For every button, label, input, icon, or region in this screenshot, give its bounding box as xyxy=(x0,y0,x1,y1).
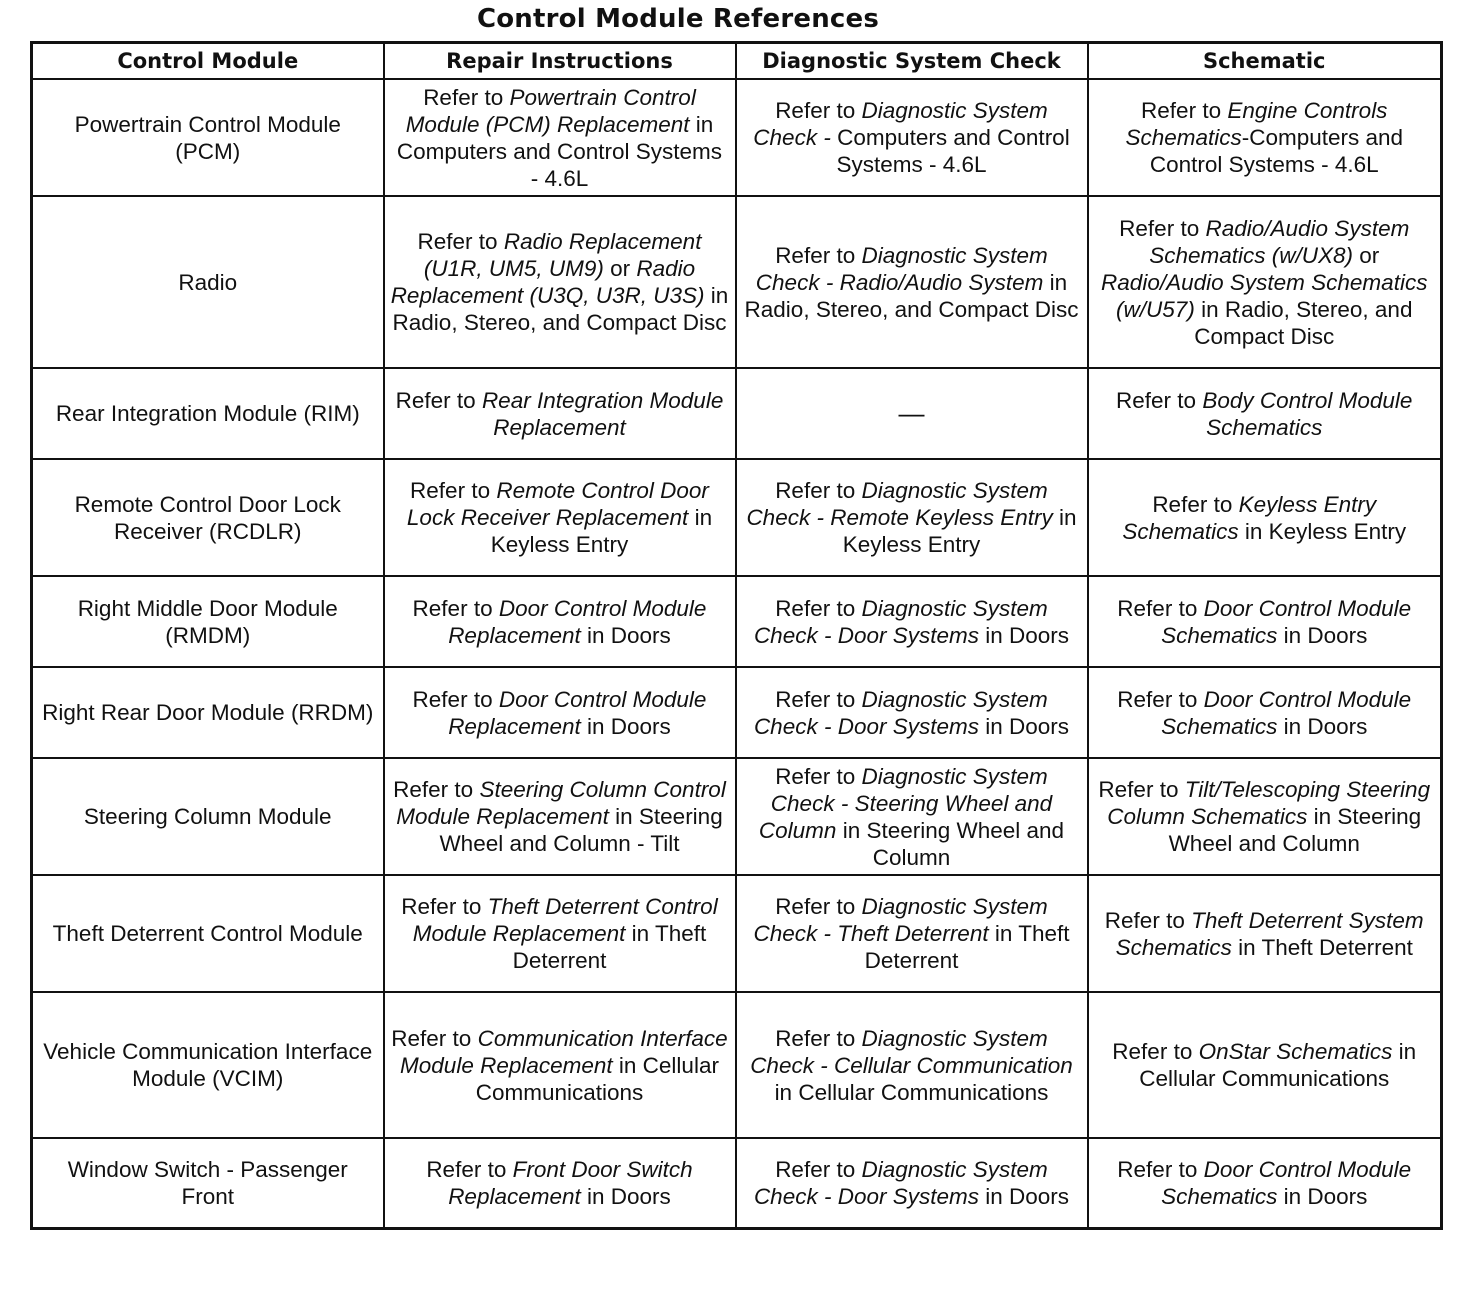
diagnostic-check-cell xyxy=(736,576,1088,667)
reference-text: in Cellular Communications xyxy=(774,1079,1049,1105)
repair-instructions-cell xyxy=(384,459,736,576)
table-row xyxy=(32,992,1442,1138)
control-module-cell: Remote Control Door Lock Receiver (RCDLR) xyxy=(32,459,384,576)
table-row xyxy=(32,196,1442,368)
reference-text: Refer to xyxy=(391,1025,478,1051)
reference-title: Diagnostic System Check - xyxy=(753,98,1048,150)
diagnostic-check-cell xyxy=(736,459,1088,576)
control-module-cell: Right Rear Door Module (RRDM) xyxy=(32,667,384,758)
reference-text: Refer to xyxy=(775,894,862,919)
reference-text: in Radio, Stereo, and Compact Disc xyxy=(1194,296,1413,349)
table-header-row xyxy=(32,43,1442,80)
reference-text: Refer to xyxy=(775,478,862,503)
reference-text: in Doors xyxy=(979,1183,1070,1209)
reference-text: in Doors xyxy=(580,713,671,739)
reference-title: Powertrain Control Module (PCM) Replacement xyxy=(405,84,696,137)
reference-text: in Radio, Stereo, and Compact Disc xyxy=(744,269,1079,322)
diagnostic-check-cell xyxy=(736,758,1088,875)
reference-text: Refer to xyxy=(1117,686,1204,712)
reference-text: Refer to xyxy=(426,1156,513,1182)
reference-title: Theft Deterrent System Schematics xyxy=(1115,907,1424,960)
reference-text: Computers and Control Systems - 4.6L xyxy=(830,125,1070,177)
schematic-cell xyxy=(1088,576,1442,667)
reference-text: in Cellular Communications xyxy=(1139,1039,1417,1091)
diagnostic-check-cell xyxy=(736,992,1088,1138)
control-module-cell: Powertrain Control Module (PCM) xyxy=(32,79,384,196)
reference-text: in Cellular Communications xyxy=(475,1052,719,1105)
reference-text: Refer to xyxy=(412,686,499,712)
reference-text: in Computers and Control Systems - 4.6L xyxy=(396,111,723,191)
reference-text: in Doors xyxy=(1277,1183,1368,1209)
reference-text: in Doors xyxy=(979,622,1070,648)
reference-title: Radio Replacement (U1R, UM5, UM9) xyxy=(423,229,702,281)
reference-title: OnStar Schematics xyxy=(1198,1039,1393,1064)
reference-title: Diagnostic System Check - Cellular Communication xyxy=(750,1025,1073,1078)
table-row xyxy=(32,1138,1442,1228)
repair-instructions-cell xyxy=(384,758,736,875)
repair-instructions-cell xyxy=(384,992,736,1138)
repair-instructions-cell xyxy=(384,196,736,368)
reference-title: Radio/Audio System Schematics (w/UX8) xyxy=(1149,215,1410,268)
reference-title: Steering Column Control Module Replacement xyxy=(396,777,726,829)
reference-title: Diagnostic System Check - Door Systems xyxy=(753,1156,1048,1209)
reference-text: Refer to xyxy=(1141,98,1228,123)
schematic-cell xyxy=(1088,79,1442,196)
table-row xyxy=(32,459,1442,576)
reference-title: Engine Controls Schematics xyxy=(1125,98,1388,150)
reference-title: Diagnostic System Check - Door Systems xyxy=(753,686,1048,739)
reference-title: Communication Interface Module Replacement xyxy=(400,1025,728,1078)
repair-instructions-cell xyxy=(384,368,736,459)
reference-title: Door Control Module Schematics xyxy=(1161,595,1412,648)
reference-text: in Steering Wheel and Column xyxy=(836,817,1065,870)
reference-text: Refer to xyxy=(775,1025,862,1051)
reference-text: — xyxy=(898,397,925,428)
table-row xyxy=(32,667,1442,758)
reference-text: in Doors xyxy=(1277,622,1368,648)
table-row xyxy=(32,875,1442,992)
schematic-cell xyxy=(1088,758,1442,875)
schematic-cell xyxy=(1088,1138,1442,1228)
table-row xyxy=(32,368,1442,459)
reference-text: Refer to xyxy=(1119,215,1206,241)
header-repair-instructions: Repair Instructions xyxy=(384,43,736,80)
reference-text: in Theft Deterrent xyxy=(1231,934,1413,960)
reference-text: Refer to xyxy=(775,595,862,621)
reference-text: Refer to xyxy=(775,98,862,123)
reference-text: Refer to xyxy=(1117,1156,1204,1182)
reference-text: in Doors xyxy=(979,713,1070,739)
reference-title: Door Control Module Replacement xyxy=(448,595,707,648)
control-module-cell: Vehicle Communication Interface Module (VCIM) xyxy=(32,992,384,1138)
reference-text: Refer to xyxy=(410,478,497,503)
reference-text: in Radio, Stereo, and Compact Disc xyxy=(392,283,729,335)
reference-text: Refer to xyxy=(1116,387,1203,413)
reference-title: Diagnostic System Check - Theft Deterrent xyxy=(753,894,1048,946)
reference-title: Keyless Entry Schematics xyxy=(1122,491,1377,544)
reference-title: Diagnostic System Check - Door Systems xyxy=(753,595,1048,648)
reference-text: Refer to xyxy=(395,387,482,413)
diagnostic-check-cell xyxy=(736,368,1088,459)
control-module-cell: Radio xyxy=(32,196,384,368)
header-control-module: Control Module xyxy=(32,43,384,80)
reference-text: Refer to xyxy=(1117,595,1204,621)
reference-title: Body Control Module Schematics xyxy=(1202,387,1413,440)
reference-text: Refer to xyxy=(417,229,504,254)
control-module-cell: Right Middle Door Module (RMDM) xyxy=(32,576,384,667)
reference-text: Refer to xyxy=(1098,777,1185,802)
table-row xyxy=(32,576,1442,667)
reference-title: Door Control Module Schematics xyxy=(1161,1156,1412,1209)
reference-title: Door Control Module Replacement xyxy=(448,686,707,739)
control-module-cell: Theft Deterrent Control Module xyxy=(32,875,384,992)
reference-text: Refer to xyxy=(1112,1039,1199,1064)
schematic-cell xyxy=(1088,196,1442,368)
reference-title: Theft Deterrent Control Module Replacement xyxy=(412,894,718,946)
control-module-table xyxy=(30,41,1443,1230)
reference-text: in Keyless Entry xyxy=(842,505,1077,557)
reference-text: Refer to xyxy=(1152,491,1239,517)
schematic-cell xyxy=(1088,368,1442,459)
reference-text: in Doors xyxy=(580,1183,671,1209)
repair-instructions-cell xyxy=(384,576,736,667)
control-module-cell: Rear Integration Module (RIM) xyxy=(32,368,384,459)
reference-text: or xyxy=(603,256,637,281)
control-module-cell: Steering Column Module xyxy=(32,758,384,875)
repair-instructions-cell xyxy=(384,1138,736,1228)
reference-text: Refer to xyxy=(775,763,862,789)
diagnostic-check-cell xyxy=(736,196,1088,368)
repair-instructions-cell xyxy=(384,667,736,758)
reference-title: Diagnostic System Check - Radio/Audio System xyxy=(755,242,1048,295)
header-diagnostic-system-check: Diagnostic System Check xyxy=(736,43,1088,80)
reference-text: Refer to xyxy=(775,1156,862,1182)
reference-text: in Theft Deterrent xyxy=(864,921,1070,973)
page-title: Control Module References xyxy=(476,4,880,34)
table-body xyxy=(32,79,1442,1228)
diagnostic-check-cell xyxy=(736,667,1088,758)
reference-title: Diagnostic System Check - Steering Wheel and Column xyxy=(758,763,1053,843)
reference-text: in Keyless Entry xyxy=(1238,518,1407,544)
reference-text: in Theft Deterrent xyxy=(512,921,707,973)
diagnostic-check-cell xyxy=(736,1138,1088,1228)
table-row xyxy=(32,758,1442,875)
reference-title: Tilt/Telescoping Steering Column Schematics xyxy=(1107,777,1431,829)
reference-text: in Keyless Entry xyxy=(490,505,713,557)
reference-title: Remote Control Door Lock Receiver Replacement xyxy=(406,478,709,530)
reference-title: Diagnostic System Check - Remote Keyless Entry xyxy=(746,478,1053,530)
schematic-cell xyxy=(1088,667,1442,758)
schematic-cell xyxy=(1088,459,1442,576)
reference-text: Refer to xyxy=(1104,907,1192,933)
control-module-cell: Window Switch - Passenger Front xyxy=(32,1138,384,1228)
repair-instructions-cell xyxy=(384,875,736,992)
reference-text: Refer to xyxy=(393,777,480,802)
reference-text: in Steering Wheel and Column xyxy=(1168,804,1422,856)
schematic-cell xyxy=(1088,875,1442,992)
reference-text: in Steering Wheel and Column - Tilt xyxy=(439,804,723,856)
header-schematic: Schematic xyxy=(1088,43,1442,80)
reference-text: in Doors xyxy=(1277,713,1368,739)
reference-text: Refer to xyxy=(775,242,862,268)
reference-text: -Computers and Control Systems - 4.6L xyxy=(1149,125,1404,177)
reference-title: Door Control Module Schematics xyxy=(1161,686,1412,739)
reference-text: Refer to xyxy=(412,595,499,621)
diagnostic-check-cell xyxy=(736,875,1088,992)
reference-text: or xyxy=(1353,242,1380,268)
reference-title: Rear Integration Module Replacement xyxy=(481,387,724,440)
table-row xyxy=(32,79,1442,196)
diagnostic-check-cell xyxy=(736,79,1088,196)
reference-title: Radio Replacement (U3Q, U3R, U3S) xyxy=(390,256,705,308)
reference-title: Front Door Switch Replacement xyxy=(448,1156,693,1209)
reference-title: Radio/Audio System Schematics (w/U57) xyxy=(1101,269,1428,322)
reference-text: Refer to xyxy=(423,84,510,110)
repair-instructions-cell xyxy=(384,79,736,196)
schematic-cell xyxy=(1088,992,1442,1138)
reference-text: Refer to xyxy=(775,686,862,712)
reference-text: Refer to xyxy=(401,894,488,919)
reference-text: in Doors xyxy=(580,622,671,648)
